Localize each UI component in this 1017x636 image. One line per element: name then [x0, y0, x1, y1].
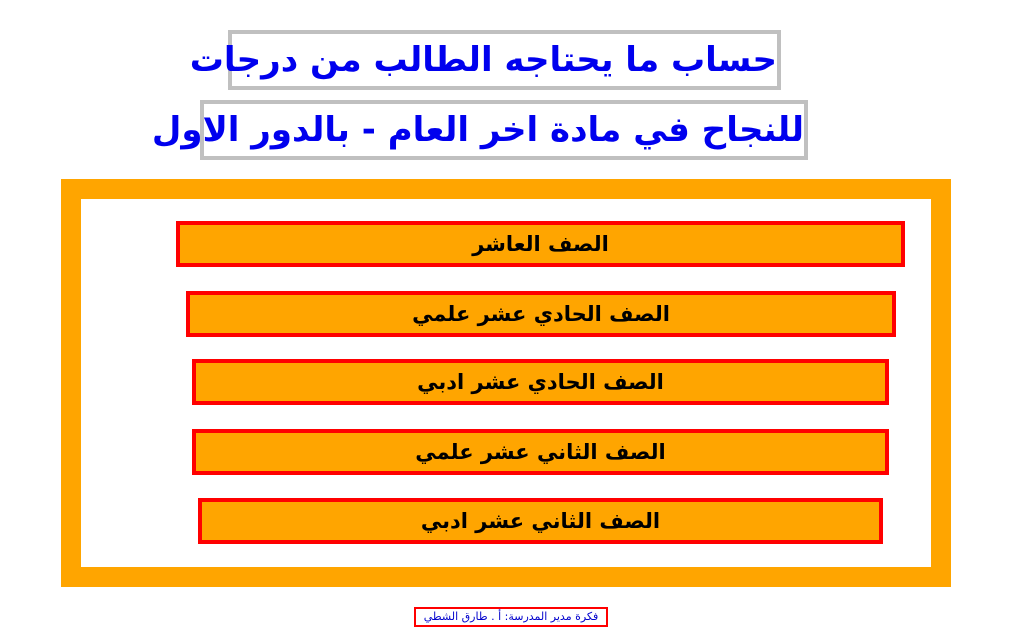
author-credit: فكرة مدير المدرسة: أ . طارق الشطي: [414, 607, 608, 627]
grade-selection-panel: [61, 179, 951, 587]
page-title-line-2: للنجاح في مادة اخر العام - بالدور الاول: [200, 100, 808, 160]
grade-11-science-button[interactable]: الصف الحادي عشر علمي: [186, 291, 896, 337]
page-title-line-1: حساب ما يحتاجه الطالب من درجات: [228, 30, 781, 90]
grade-10-button[interactable]: الصف العاشر: [176, 221, 905, 267]
grade-12-science-button[interactable]: الصف الثاني عشر علمي: [192, 429, 889, 475]
grade-11-literary-button[interactable]: الصف الحادي عشر ادبي: [192, 359, 889, 405]
grade-12-literary-button[interactable]: الصف الثاني عشر ادبي: [198, 498, 883, 544]
